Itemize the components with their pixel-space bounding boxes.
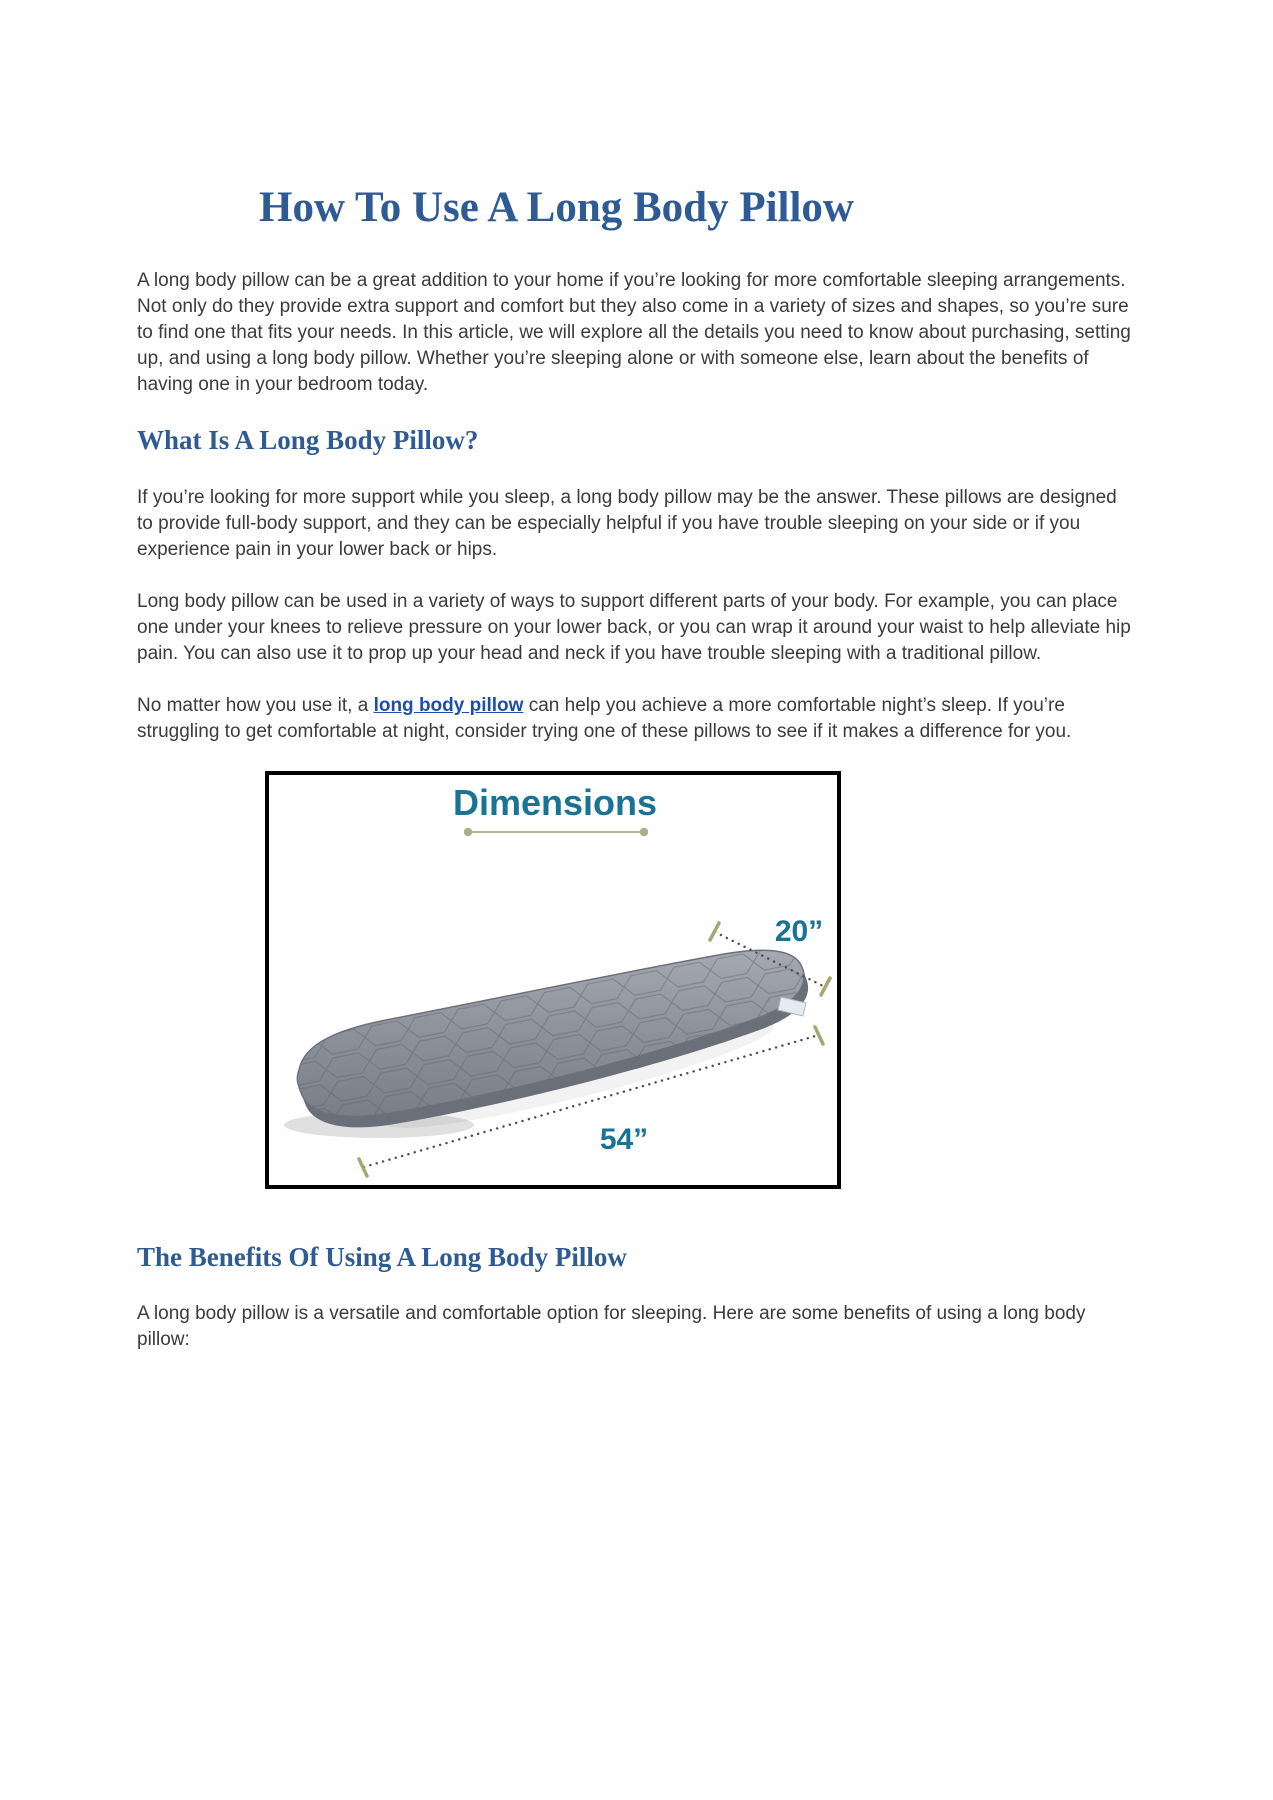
benefits-paragraph-1: A long body pillow is a versatile and comfortable option for sleeping. Here are some benefits of using a long body pillow: [137, 1303, 1086, 1351]
pillow-illustration [269, 775, 837, 1185]
dimensions-figure [265, 771, 841, 1189]
section-what-is-heading: What Is A Long Body Pillow? [137, 425, 479, 456]
what-is-paragraph-3 [137, 693, 1136, 745]
intro-paragraph: A long body pillow can be a great addition to your home if you’re looking for more comfortable sleeping arrangements. Not only do they provide extra support and comfort but they also come in a variety of sizes and shapes, so you’re sure to find one that fits your needs. In this article, we will explore all the details you need to know about purchasing, setting up, and using a long body pillow. Whether you’re sleeping alone or with someone else, learn about the benefits of having one in your bedroom today. [137, 270, 1131, 396]
text-after-link: can help you achieve a more comfortable night’s sleep. If you’re struggling to get comfortable at night, consider trying one of these pillows to see if it makes a difference for you. [137, 694, 1072, 742]
width-label: 20” [774, 914, 824, 948]
what-is-paragraph-2: Long body pillow can be used in a variety of ways to support different parts of your body. For example, you can place one under your knees to relieve pressure on your lower back, or you can wrap it around your waist to help alleviate hip pain. You can also use it to prop up your head and neck if you have trouble sleeping with a traditional pillow. [137, 590, 1131, 664]
figure-title-underline [464, 828, 648, 836]
long-body-pillow-link[interactable]: long body pillow [373, 694, 524, 716]
what-is-paragraph-1: If you’re looking for more support while you sleep, a long body pillow may be the answer. These pillows are designed to provide full-body support, and they can be especially helpful if you have trouble sleeping on your side or if you experience pain in your lower back or hips. [137, 486, 1117, 560]
figure-title: Dimensions [452, 781, 658, 823]
length-label: 54” [599, 1122, 649, 1156]
text-before-link: No matter how you use it, a [137, 694, 374, 716]
section-benefits-heading: The Benefits Of Using A Long Body Pillow [137, 1241, 627, 1272]
page-title: How To Use A Long Body Pillow [259, 184, 854, 231]
